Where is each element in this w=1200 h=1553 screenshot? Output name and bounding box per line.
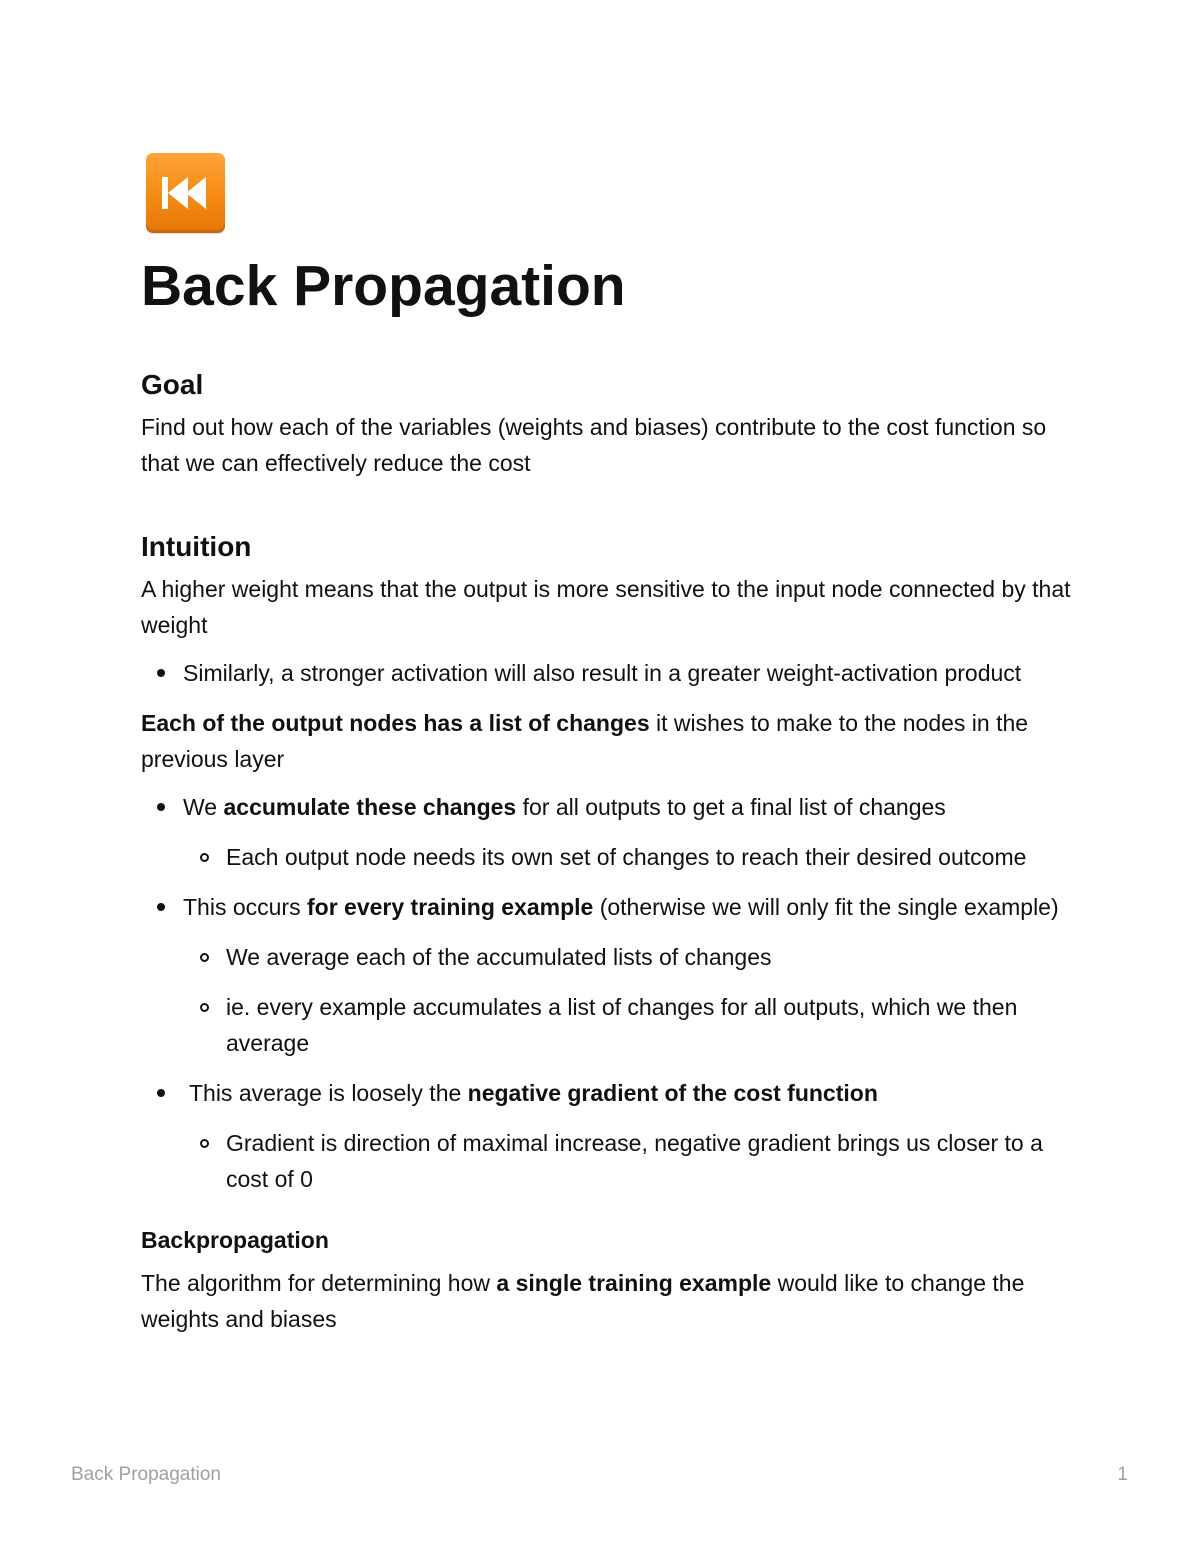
list-text: We	[183, 794, 224, 820]
list-text: This occurs	[183, 894, 307, 920]
sub-list-item: Each output node needs its own set of changes to reach their desired outcome	[183, 839, 1071, 875]
backpropagation-paragraph	[141, 1265, 1071, 1337]
bold-text: accumulate these changes	[223, 794, 517, 820]
goal-heading: Goal	[141, 369, 204, 400]
sub-list	[183, 839, 1071, 875]
paragraph-text: The algorithm for determining how	[141, 1270, 497, 1296]
paragraph-text: it wishes to make to the nodes in the previous layer	[141, 710, 1029, 772]
paragraph-text: would like to change the weights and biases	[141, 1270, 1025, 1332]
goal-text: Find out how each of the variables (weights and biases) contribute to the cost function so that we can effectively reduce the cost	[141, 414, 1047, 476]
list-item	[141, 789, 1071, 875]
bold-text: a single training example	[496, 1270, 772, 1296]
list-text: (otherwise we will only fit the single example)	[593, 894, 1059, 920]
document-body	[141, 250, 1071, 1349]
sub-list-item: Gradient is direction of maximal increase, negative gradient brings us closer to a cost of 0	[183, 1125, 1071, 1197]
sub-list	[183, 939, 1071, 1061]
footer-title: Back Propagation	[71, 1464, 221, 1485]
bold-text: Each of the output nodes has a list of changes	[141, 710, 650, 736]
output-nodes-paragraph	[141, 705, 1071, 777]
list-text: This average is loosely the	[183, 1080, 468, 1106]
page-number: 1	[1117, 1464, 1128, 1485]
sub-list-item: We average each of the accumulated lists of changes	[183, 939, 1071, 975]
list-item	[141, 889, 1071, 1061]
backpropagation-heading: Backpropagation	[141, 1227, 329, 1253]
list-text: for all outputs to get a final list of changes	[516, 794, 946, 820]
list-item: Similarly, a stronger activation will also result in a greater weight-activation product	[141, 655, 1071, 691]
sub-list-item: ie. every example accumulates a list of changes for all outputs, which we then average	[183, 989, 1071, 1061]
intuition-list-2	[141, 789, 1071, 1197]
sub-list	[183, 1125, 1071, 1197]
bold-text: negative gradient of the cost function	[467, 1080, 878, 1106]
list-item	[141, 1075, 1071, 1197]
bold-text: for every training example	[306, 894, 594, 920]
page-title: Back Propagation	[141, 254, 626, 318]
intuition-paragraph: A higher weight means that the output is more sensitive to the input node connected by that weight	[141, 576, 1071, 638]
fast-reverse-icon	[146, 153, 225, 233]
intuition-list-1	[141, 655, 1071, 691]
intuition-heading: Intuition	[141, 531, 252, 562]
